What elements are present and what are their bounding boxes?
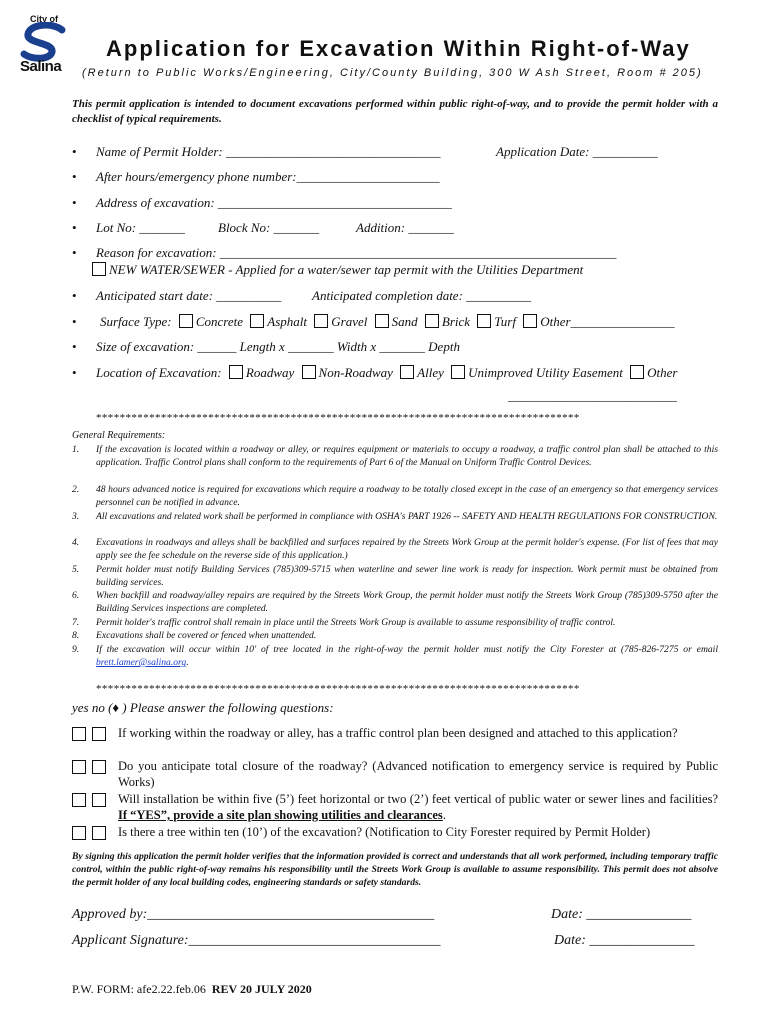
phone-field[interactable]: After hours/emergency phone number:______________________ xyxy=(96,169,440,184)
requirement-item: 5. Permit holder must notify Building Services (785)309-5715 when waterline and sewer line work is ready for inspection. Work permit must be obtained from building services. xyxy=(72,564,718,588)
q2-no-checkbox[interactable] xyxy=(92,760,106,774)
location-option-label: Roadway xyxy=(245,365,295,380)
requirement-item: 4. Excavations in roadways and alleys shall be backfilled and surfaces repaired by the Streets Work Group at the permit holder's expense. (For list of fees that may apply see the fee schedule on the reverse side of this application.) xyxy=(72,537,718,561)
form-footer xyxy=(72,982,312,997)
completion-date-field[interactable]: Anticipated completion date: __________ xyxy=(312,288,532,303)
requirement-item: 6. When backfill and roadway/alley repairs are required by the Streets Work Group, the permit holder must notify the Streets Work Group (785)309-5750 after the Building Services inspections are completed. xyxy=(72,590,718,614)
location-option-label: Non-Roadway xyxy=(318,365,393,380)
requirement-item: 2. 48 hours advanced notice is required for excavations which require a roadway to be totally closed except in the case of an emergency so that emergency services personnel can be notified in advance. xyxy=(72,484,718,508)
location-other-field[interactable]: __________________________ xyxy=(508,388,677,403)
form-revision: REV 20 JULY 2020 xyxy=(211,982,312,996)
surface-sand-checkbox[interactable] xyxy=(375,314,389,328)
surface-option-label: Other________________ xyxy=(540,314,675,329)
question-text: Do you anticipate total closure of the roadway? (Advanced notification to emergency service is required by Public Works) xyxy=(118,759,718,789)
permit-holder-row: • Name of Permit Holder: _________________________________ xyxy=(72,144,441,159)
surface-asphalt-checkbox[interactable] xyxy=(250,314,264,328)
question-row xyxy=(72,758,718,790)
surface-option-label: Concrete xyxy=(195,314,244,329)
signing-statement: By signing this application the permit holder verifies that the information provided is correct and understands that all work performed, including temporary traffic control, within the public right-of-way remains his responsibility until the Streets Work Group is available to assume responsibility. This permit does not absolve the permit holder of any local building codes, engineering standards or safety standards. xyxy=(72,851,718,888)
q2-yes-checkbox[interactable] xyxy=(72,760,86,774)
address-row: • Address of excavation: ____________________________________ xyxy=(72,195,452,210)
separator-stars: ********************************************************************************** xyxy=(96,412,580,424)
surface-option-label: Turf xyxy=(494,314,516,329)
requirement-item: 3. All excavations and related work shall be performed in compliance with OSHA's PART 1926 -- SAFETY AND HEALTH REGULATIONS FOR CONSTRUCTION. xyxy=(72,511,718,522)
location-other-checkbox[interactable] xyxy=(630,365,644,379)
size-row: • Size of excavation: ______ Length x _______ Width x _______ Depth xyxy=(72,339,460,354)
start-date-field[interactable]: Anticipated start date: __________ xyxy=(96,288,282,303)
surface-turf-checkbox[interactable] xyxy=(477,314,491,328)
location-label: Location of Excavation: xyxy=(96,365,222,380)
reason-row: • Reason for excavation: _____________________________________________________________ xyxy=(72,245,617,260)
separator-stars: ********************************************************************************** xyxy=(96,683,580,695)
surface-option-label: Gravel xyxy=(331,314,368,329)
surface-type-row: • Surface Type: Concrete Asphalt Gravel Sand Brick Turf Other________________ xyxy=(72,314,675,329)
q1-yes-checkbox[interactable] xyxy=(72,727,86,741)
new-water-label: NEW WATER/SEWER - Applied for a water/sewer tap permit with the Utilities Department xyxy=(109,262,584,277)
surface-other-checkbox[interactable] xyxy=(523,314,537,328)
location-alley-checkbox[interactable] xyxy=(400,365,414,379)
question-text: If working within the roadway or alley, has a traffic control plan been designed and attached to this application? xyxy=(118,726,678,740)
applicant-signature-field[interactable]: Applicant Signature:____________________________________ xyxy=(72,933,441,948)
general-requirements-heading: General Requirements: xyxy=(72,430,166,441)
page-title: Application for Excavation Within Right-of-Way xyxy=(106,36,691,61)
new-water-checkbox[interactable] xyxy=(92,262,106,276)
location-roadway-checkbox[interactable] xyxy=(229,365,243,379)
questions-intro: yes no (♦ ) Please answer the following questions: xyxy=(72,700,334,715)
surface-concrete-checkbox[interactable] xyxy=(179,314,193,328)
q4-no-checkbox[interactable] xyxy=(92,826,106,840)
lot-row: • Lot No: _______ xyxy=(72,220,185,235)
surface-type-label: Surface Type: xyxy=(100,314,172,329)
surface-option-label: Brick xyxy=(441,314,471,329)
new-water-row xyxy=(92,262,583,278)
start-date-row: • Anticipated start date: __________ xyxy=(72,288,282,303)
addition-field[interactable]: Addition: _______ xyxy=(356,220,454,235)
approved-date-field[interactable]: Date: _______________ xyxy=(551,907,692,922)
city-logo xyxy=(18,14,74,76)
page-subtitle: (Return to Public Works/Engineering, City/County Building, 300 W Ash Street, Room # 205) xyxy=(82,67,703,79)
q3-yes-checkbox[interactable] xyxy=(72,793,86,807)
location-easement-checkbox[interactable] xyxy=(451,365,465,379)
location-nonroadway-checkbox[interactable] xyxy=(302,365,316,379)
q1-no-checkbox[interactable] xyxy=(92,727,106,741)
logo-bottom-text: Salina xyxy=(20,58,62,75)
form-number: P.W. FORM: afe2.22.feb.06 xyxy=(72,982,206,996)
permit-holder-field[interactable]: Name of Permit Holder: _________________________________ xyxy=(96,144,441,159)
q3-no-checkbox[interactable] xyxy=(92,793,106,807)
reason-field[interactable]: Reason for excavation: _____________________________________________________________ xyxy=(96,245,617,260)
lot-field[interactable]: Lot No: _______ xyxy=(96,220,185,235)
location-option-label: Unimproved Utility Easement xyxy=(468,365,623,380)
question-row xyxy=(72,824,718,840)
requirement-item: 9. If the excavation will occur within 10' of tree located in the right-of-way the permit holder must notify the City Forester at (785-826-7275 or email brett.lamer@salina.org. xyxy=(72,644,718,668)
requirement-item: 1. If the excavation is located within a roadway or alley, or requires equipment or materials to occupy a roadway, a traffic control plan shall be attached to this application. Traffic Control plans shall conform to the requirements of Part 6 of the Manual on Uniform Traffic Control Devices. xyxy=(72,444,718,468)
question-text: Will installation be within five (5’) feet horizontal or two (2’) feet vertical of public water or sewer lines and facilities? If “YES”, provide a site plan showing utilities and clearances. xyxy=(118,792,718,822)
surface-gravel-checkbox[interactable] xyxy=(314,314,328,328)
address-field[interactable]: Address of excavation: ____________________________________ xyxy=(96,195,452,210)
surface-brick-checkbox[interactable] xyxy=(425,314,439,328)
intro-text: This permit application is intended to document excavations performed within public right-of-way, and to provide the permit holder with a checklist of typical requirements. xyxy=(72,98,718,125)
forester-email-link[interactable]: brett.lamer@salina.org xyxy=(96,657,187,668)
question-row xyxy=(72,791,718,823)
size-field[interactable]: Size of excavation: ______ Length x _______ Width x _______ Depth xyxy=(96,339,460,354)
logo-top-text: City of xyxy=(30,14,58,24)
surface-option-label: Sand xyxy=(391,314,418,329)
applicant-date-field[interactable]: Date: _______________ xyxy=(554,933,695,948)
question-text: Is there a tree within ten (10’) of the excavation? (Notification to City Forester required by Permit Holder) xyxy=(118,825,651,839)
location-row: • Location of Excavation: Roadway Non-Roadway Alley Unimproved Utility Easement Other xyxy=(72,365,678,380)
requirement-item: 8. Excavations shall be covered or fenced when unattended. xyxy=(72,630,317,641)
phone-row: • After hours/emergency phone number:______________________ xyxy=(72,169,440,184)
application-date-field[interactable]: Application Date: __________ xyxy=(496,144,658,159)
block-field[interactable]: Block No: _______ xyxy=(218,220,320,235)
requirement-item: 7. Permit holder's traffic control shall remain in place until the Streets Work Group is available to assume responsibility of traffic control. xyxy=(72,617,616,628)
approved-by-field[interactable]: Approved by:_________________________________________ xyxy=(72,907,435,922)
site-plan-requirement: If “YES”, provide a site plan showing utilities and clearances xyxy=(118,808,443,822)
location-option-label: Alley xyxy=(417,365,444,380)
question-row xyxy=(72,725,718,741)
location-option-label: Other xyxy=(647,365,678,380)
q4-yes-checkbox[interactable] xyxy=(72,826,86,840)
surface-option-label: Asphalt xyxy=(267,314,308,329)
